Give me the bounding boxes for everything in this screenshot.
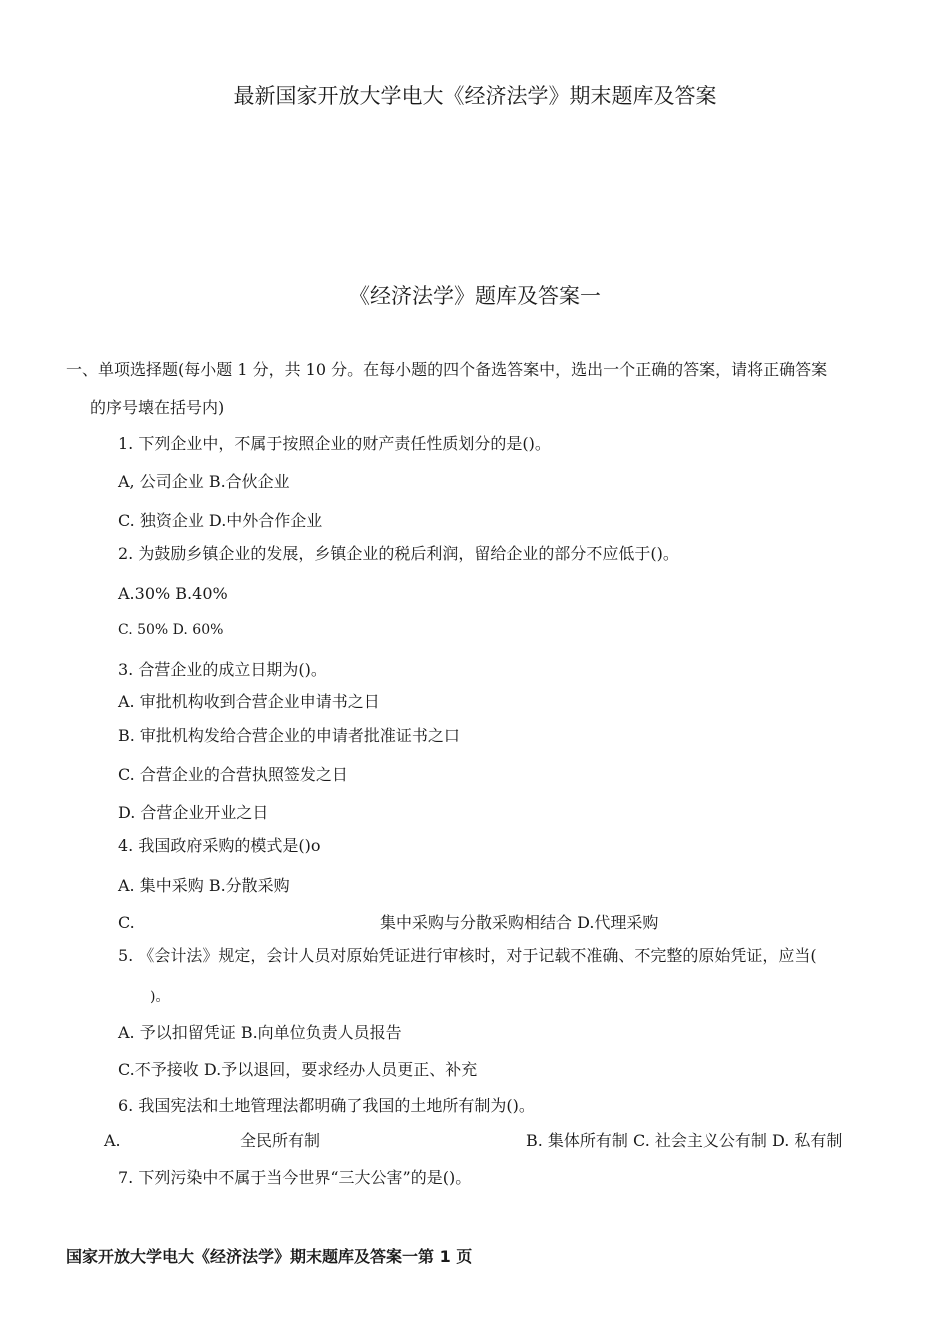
section-heading: 一、单项选择题(每小题 1 分，共 10 分。在每小题的四个备选答案中，选出一个正确的答案，请将正确答案: [66, 360, 828, 379]
question-6-options-bcd: B. 集体所有制 C. 社会主义公有制 D. 私有制: [526, 1131, 843, 1150]
page-footer: 国家开放大学电大《经济法学》期末题库及答案一第 1 页: [66, 1247, 473, 1266]
section-heading-continued: 的序号壊在括号内): [90, 398, 225, 417]
question-4-option-c-text: 集中采购与分散采购相结合 D.代理采购: [380, 913, 659, 932]
question-1-stem: 1. 下列企业中，不属于按照企业的财产责任性质划分的是()。: [118, 434, 551, 453]
question-3-option-c: C. 合营企业的合营执照签发之日: [118, 765, 348, 784]
question-5-options-cd: C.不予接收 D.予以退回，要求经办人员更正、补充: [118, 1060, 478, 1079]
question-2-options-cd: C. 50% D. 60%: [118, 622, 224, 638]
question-2-stem: 2. 为鼓励乡镇企业的发展，乡镇企业的税后利润，留给企业的部分不应低于()。: [118, 544, 679, 563]
question-4-stem: 4. 我国政府采购的模式是()o: [118, 836, 321, 855]
question-3-option-b: B. 审批机构发给合营企业的申请者批准证书之口: [118, 726, 460, 745]
question-1-options-cd: C. 独资企业 D.中外合作企业: [118, 511, 323, 530]
question-5-stem: 5. 《会计法》规定，会计人员对原始凭证进行审核时，对于记载不准确、不完整的原始凭证，应当(: [118, 946, 817, 965]
question-6-option-a-text: 全民所有制: [240, 1131, 321, 1150]
question-7-stem: 7. 下列污染中不属于当今世界“三大公害”的是()。: [118, 1168, 472, 1187]
question-6-option-a-label: A.: [104, 1131, 121, 1150]
question-3-option-a: A. 审批机构收到合营企业申请书之日: [118, 692, 380, 711]
question-2-options-ab: A.30% B.40%: [118, 584, 228, 603]
question-6-stem: 6. 我国宪法和土地管理法都明确了我国的土地所有制为()。: [118, 1096, 535, 1115]
question-3-option-d: D. 合营企业开业之日: [118, 803, 269, 822]
question-5-options-ab: A. 予以扣留凭证 B.向单位负责人员报告: [118, 1023, 402, 1042]
question-1-options-ab: A, 公司企业 B.合伙企业: [118, 472, 290, 491]
question-4-options-ab: A. 集中采购 B.分散采购: [118, 876, 290, 895]
question-5-stem-continued: )。: [150, 989, 170, 1005]
document-title: 最新国家开放大学电大《经济法学》期末题库及答案: [233, 84, 717, 108]
question-3-stem: 3. 合营企业的成立日期为()。: [118, 660, 327, 679]
question-4-option-c-label: C.: [118, 913, 135, 932]
section-subtitle: 《经济法学》题库及答案一: [349, 284, 601, 308]
